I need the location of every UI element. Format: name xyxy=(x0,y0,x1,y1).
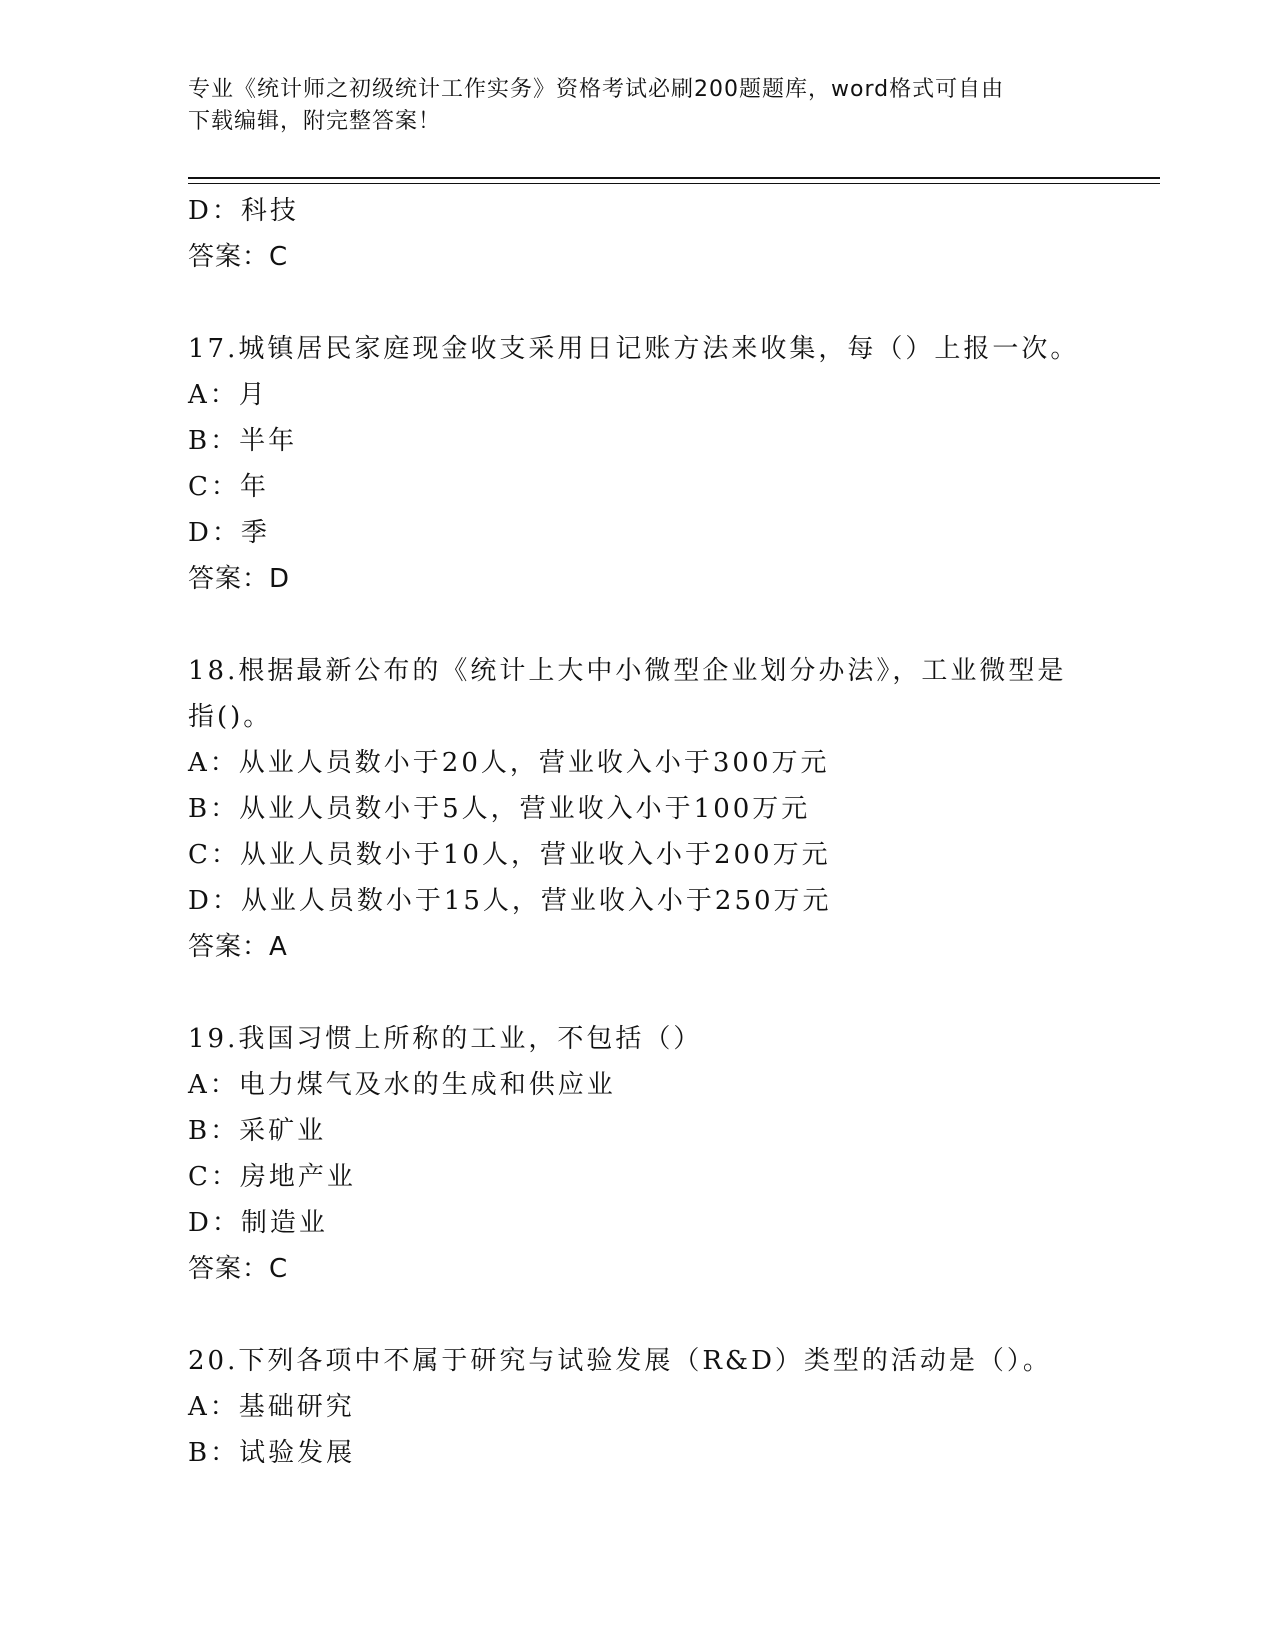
question-stem: 17.城镇居民家庭现金收支采用日记账方法来收集，每（）上报一次。 xyxy=(188,334,1080,364)
answer-line: 答案：A xyxy=(188,932,288,962)
document-header xyxy=(188,74,1068,138)
header-line-2: 下载编辑，附完整答案！ xyxy=(188,109,442,134)
question-stem: 19.我国习惯上所称的工业，不包括（） xyxy=(188,1024,703,1054)
option-b: B：采矿业 xyxy=(188,1116,327,1146)
option-d: D：季 xyxy=(188,518,270,548)
option-a: A：月 xyxy=(188,380,268,410)
answer-line: 答案：C xyxy=(188,242,289,272)
question-20 xyxy=(188,1338,1088,1476)
question-stem: 18.根据最新公布的《统计上大中小微型企业划分办法》，工业微型是 xyxy=(188,656,1067,686)
option-c: C：房地产业 xyxy=(188,1162,356,1192)
option-d: D：从业人员数小于15人，营业收入小于250万元 xyxy=(188,886,832,916)
option-a: A：基础研究 xyxy=(188,1392,355,1422)
option-c: C：从业人员数小于10人，营业收入小于200万元 xyxy=(188,840,831,870)
header-line-1: 专业《统计师之初级统计工作实务》资格考试必刷200题题库，word格式可自由 xyxy=(188,77,1005,102)
question-content xyxy=(188,188,1088,1476)
option-c: C：年 xyxy=(188,472,269,502)
option-d: D：制造业 xyxy=(188,1208,328,1238)
question-17 xyxy=(188,326,1088,602)
header-rule-thick xyxy=(188,177,1160,179)
header-rule-thin xyxy=(188,183,1160,184)
option-a: A：从业人员数小于20人，营业收入小于300万元 xyxy=(188,748,830,778)
option-a: A：电力煤气及水的生成和供应业 xyxy=(188,1070,616,1100)
option-b: B：半年 xyxy=(188,426,298,456)
option-b: B：试验发展 xyxy=(188,1438,356,1468)
answer-line: 答案：C xyxy=(188,1254,289,1284)
option-d: D：科技 xyxy=(188,196,299,226)
carryover-question xyxy=(188,188,1088,280)
option-b: B：从业人员数小于5人，营业收入小于100万元 xyxy=(188,794,811,824)
question-stem-continued: 指()。 xyxy=(188,702,273,732)
question-stem: 20.下列各项中不属于研究与试验发展（R&D）类型的活动是（）。 xyxy=(188,1346,1052,1376)
question-19 xyxy=(188,1016,1088,1292)
answer-line: 答案：D xyxy=(188,564,291,594)
question-18 xyxy=(188,648,1088,970)
